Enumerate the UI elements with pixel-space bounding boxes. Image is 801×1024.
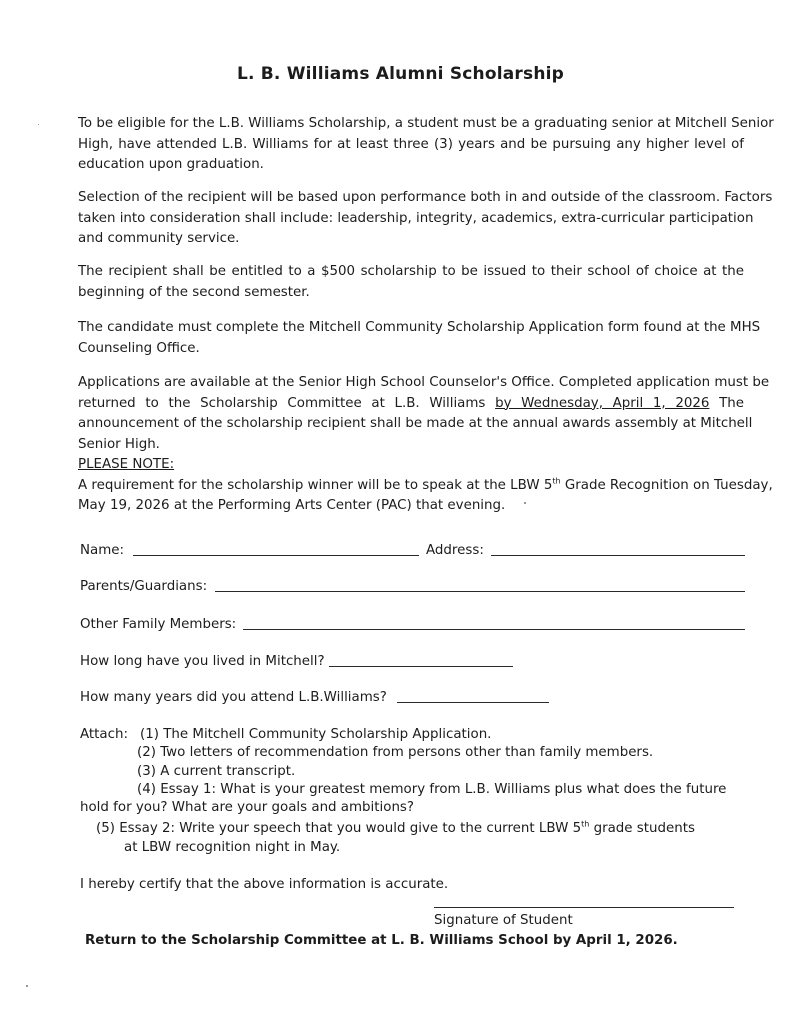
signature-label: Signature of Student bbox=[434, 913, 573, 928]
attach-item-3: (3) A current transcript. bbox=[137, 764, 296, 779]
paragraph-line: High, have attended L.B. Williams for at least three (3) years and be pursuing any higher level of bbox=[78, 136, 744, 152]
scan-speck bbox=[524, 502, 526, 504]
paragraph-line: and community service. bbox=[78, 231, 240, 246]
paragraph-line: announcement of the scholarship recipient shall be made at the annual awards assembly at Mitchell bbox=[78, 416, 753, 431]
deadline-paragraph bbox=[78, 373, 773, 517]
address-label: Address: bbox=[426, 543, 484, 558]
paragraph-line: Senior High. bbox=[78, 436, 160, 452]
name-label: Name: bbox=[80, 543, 125, 558]
selection-paragraph bbox=[78, 188, 773, 250]
paragraph-line: taken into consideration shall include: leadership, integrity, academics, extra-curricular participation bbox=[78, 210, 754, 226]
return-instructions: Return to the Scholarship Committee at L. B. Williams School by April 1, 2026. bbox=[85, 933, 678, 948]
scan-speck bbox=[38, 124, 39, 125]
page-title: L. B. Williams Alumni Scholarship bbox=[236, 64, 565, 84]
deadline-date: by Wednesday, April 1, 2026 bbox=[495, 395, 710, 411]
paragraph-line: The recipient shall be entitled to a $500 scholarship to be issued to their school of choice at the bbox=[78, 264, 744, 279]
note-line: May 19, 2026 at the Performing Arts Center (PAC) that evening. bbox=[78, 498, 506, 513]
attach-label: Attach: bbox=[80, 727, 128, 742]
paragraph-line: Counseling Office. bbox=[78, 340, 200, 356]
attach-item-2: (2) Two letters of recommendation from persons other than family members. bbox=[137, 745, 654, 760]
lived-field[interactable] bbox=[329, 666, 513, 667]
lived-label: How long have you lived in Mitchell? bbox=[80, 654, 325, 669]
paragraph-line: Applications are available at the Senior High School Counselor's Office. Completed application must be bbox=[78, 375, 770, 390]
please-note-heading: PLEASE NOTE: bbox=[78, 457, 175, 472]
paragraph-line: To be eligible for the L.B. Williams Scholarship, a student must be a graduating senior at Mitchell Senior bbox=[78, 116, 774, 131]
family-field[interactable] bbox=[243, 629, 745, 630]
attach-item-1: (1) The Mitchell Community Scholarship Application. bbox=[140, 727, 492, 742]
paragraph-line bbox=[78, 394, 744, 415]
attach-item-4-cont: hold for you? What are your goals and ambitions? bbox=[80, 800, 415, 815]
attach-item-5-cont: at LBW recognition night in May. bbox=[124, 840, 341, 855]
attach-item-5 bbox=[96, 820, 695, 838]
paragraph-line: beginning of the second semester. bbox=[78, 284, 310, 300]
signature-field[interactable] bbox=[434, 907, 734, 908]
paragraph-line: Selection of the recipient will be based upon performance both in and outside of the classroom. Factors bbox=[78, 190, 773, 205]
attach-item-4: (4) Essay 1: What is your greatest memory from L.B. Williams plus what does the future bbox=[137, 782, 727, 797]
parents-label: Parents/Guardians: bbox=[80, 579, 208, 594]
note-text: A requirement for the scholarship winner will be to speak at the LBW 5 bbox=[78, 477, 553, 493]
application-paragraph bbox=[78, 318, 761, 359]
note-text-end: Grade Recognition on Tuesday, bbox=[560, 477, 773, 493]
paragraph-line: The candidate must complete the Mitchell Community Scholarship Application form found at the MHS bbox=[78, 320, 761, 335]
scan-speck bbox=[26, 985, 28, 987]
certify-statement: I hereby certify that the above information is accurate. bbox=[80, 877, 449, 892]
address-field[interactable] bbox=[491, 555, 745, 556]
award-paragraph bbox=[78, 262, 744, 303]
years-label: How many years did you attend L.B.Williams? bbox=[80, 690, 387, 705]
ordinal-suffix: th bbox=[581, 819, 590, 829]
paragraph-line: education upon graduation. bbox=[78, 157, 264, 172]
parents-field[interactable] bbox=[215, 591, 745, 592]
eligibility-paragraph bbox=[78, 114, 774, 176]
name-field[interactable] bbox=[133, 555, 419, 556]
attach-item-5-text: (5) Essay 2: Write your speech that you would give to the current LBW 5 bbox=[96, 821, 582, 836]
years-field[interactable] bbox=[397, 702, 549, 703]
attach-item-5-text-end: grade students bbox=[589, 821, 695, 836]
deadline-text-end: The bbox=[709, 395, 744, 411]
note-line bbox=[78, 476, 773, 497]
ordinal-suffix: th bbox=[552, 476, 561, 486]
family-label: Other Family Members: bbox=[80, 617, 237, 632]
deadline-text: returned to the Scholarship Committee at L.B. Williams bbox=[78, 395, 496, 411]
